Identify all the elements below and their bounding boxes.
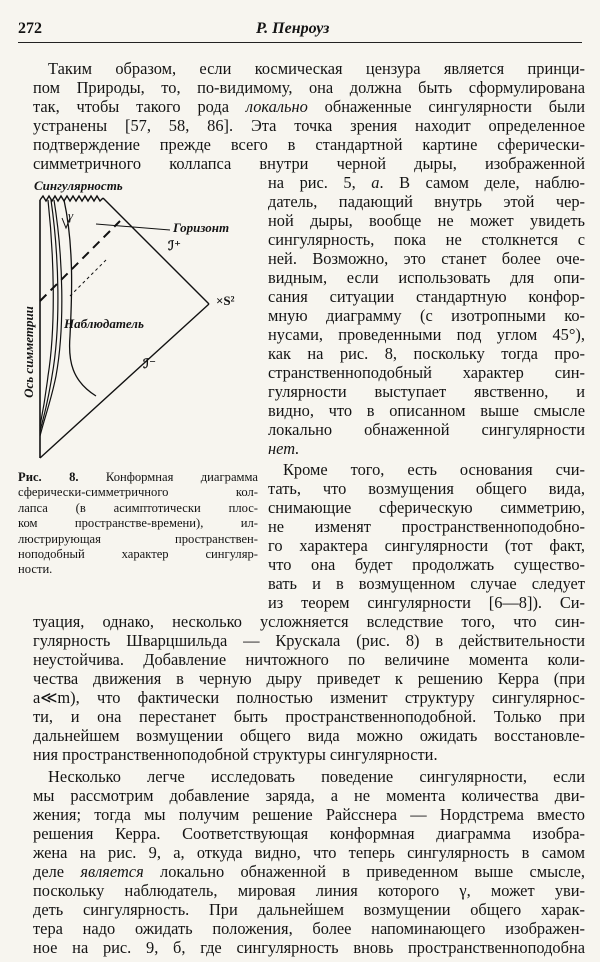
text-line: тера надо ожидать положения, более напоминающего изображен- [33, 919, 585, 938]
label-observer: Наблюдатель [64, 316, 144, 331]
horizon-pointer [96, 224, 170, 230]
text-line: a≪m), что фактически полностью изменит структуру сингулярнос- [33, 688, 585, 707]
text-line: датель, падающий внутрь этой чер- [268, 192, 585, 211]
text-line: не изменят пространственноподобно- [268, 517, 585, 536]
page-header [18, 20, 582, 43]
text-line: ное на рис. 9, б, где сингулярность вновь пространственноподобна [33, 938, 585, 957]
text-line: мы рассмотрим добавление заряда, а не момента количества дви- [33, 786, 585, 805]
text-line: нет. [268, 439, 300, 458]
text-line: туация, однако, несколько усложняется вследствие того, что син- [33, 612, 585, 631]
caption-line: сферически-симметричного кол- [18, 485, 258, 500]
text-line: вать и в возмущенном случае следует [268, 574, 585, 593]
label-s2: ×S² [216, 293, 235, 308]
caption-line: ноподобный характер сингуляр- [18, 547, 258, 562]
text-line: мную диаграмму (с изотропными ко- [268, 306, 585, 325]
text-line: как на рис. 8, поскольку тогда про- [268, 344, 585, 363]
text-line: что она будет продолжать существо- [268, 555, 585, 574]
text-line: дальнейшем возмущении общего вида можно ожидать восстановле- [33, 726, 585, 745]
scri-plus-line [103, 198, 209, 304]
text-line: решения Керра. Соответствующая конформная диаграмма изобра- [33, 824, 585, 843]
text-line: из теорем сингулярности [6—8]). Си- [268, 593, 585, 612]
text-line: поскольку наблюдатель, мировая линия которого γ, может уви- [33, 881, 585, 900]
text-line: нусами, проведенными под углом 45°), [268, 325, 585, 344]
figure-8 [18, 176, 268, 466]
label-horizon: Горизонт [173, 220, 230, 235]
text-line: видно, что в описанном выше смысле [268, 401, 585, 420]
text-line: так, чтобы такого рода локально обнаженные сингулярности были [33, 97, 585, 116]
label-singularity: Сингулярность [34, 178, 123, 193]
caption-line: ком пространстве-времени), ил- [18, 516, 258, 531]
text-line: устранены [57, 58, 86]. Эта точка зрения находит определенное [33, 116, 585, 135]
star-surface-curve [40, 200, 58, 431]
text-line: сания ситуации стандартную конфор- [268, 287, 585, 306]
text-line: Таким образом, если космическая цензура является принци- [48, 59, 585, 78]
text-line: ти, и она перестанет быть пространственноподобной. Только при [33, 707, 585, 726]
caption-line: Рис. 8. Конформная диаграмма [18, 470, 259, 484]
caption-line: лапса (в асимптотически плос- [18, 500, 258, 515]
text-line: неустойчива. Добавление ничтожного по величине момента коли- [33, 650, 585, 669]
text-line: гулярность Шварцшильда — Крускала (рис. 8) в действительности [33, 631, 585, 650]
singularity-zigzag [40, 196, 103, 201]
star-surface-curve [40, 200, 53, 426]
text-line: симметричного коллапса внутри черной дыры, изображенной [33, 154, 585, 173]
text-line: Кроме того, есть основания счи- [283, 460, 585, 479]
figure-caption [18, 470, 258, 578]
label-gamma: γ [68, 208, 74, 223]
caption-line: ности. [18, 562, 53, 577]
text-line: чества движения в черную дыру приведет к решению Керра (при [33, 669, 585, 688]
label-scri-minus: ℐ⁻ [143, 356, 156, 371]
text-line: жена на рис. 9, а, откуда видно, что теперь сингулярность в самом [33, 843, 585, 862]
running-head: Р. Пенроуз [256, 20, 330, 37]
text-line: жения; тогда мы получим решение Райсснера — Нордстрема вместо [33, 805, 585, 824]
text-line: тать, что возмущения общего вида, [268, 479, 585, 498]
text-line: ней. Возможно, это станет более оче- [268, 249, 585, 268]
label-axis: Ось симметрии [20, 306, 36, 398]
text-line: подтверждение прежде всего в стандартной картине сферически- [33, 135, 585, 154]
text-line: Несколько легче исследовать поведение сингулярности, если [48, 767, 585, 786]
caption-line: люстрирующая пространствен- [18, 531, 258, 546]
page-number: 272 [18, 20, 42, 37]
text-line: ной дыры, вообще не может увидеть [268, 211, 585, 230]
text-line: сингулярность, пока не столкнется с [268, 230, 585, 249]
text-line: ния пространственноподобной структуры сингулярности. [33, 745, 438, 764]
label-scri-plus: ℐ⁺ [168, 238, 181, 253]
text-line: странственноподобный характер син- [268, 363, 585, 382]
text-line: деть сингулярность. При дальнейшем возмущении общего харак- [33, 900, 585, 919]
text-line: гулярности выступает явственно, и [268, 382, 585, 401]
text-line: пом Природы, то, по-видимому, она должна быть сформулирована [33, 78, 585, 97]
text-line: деле является локально обнаженной в приведенном выше смысле, [33, 862, 585, 881]
text-line: локально обнаженной сингулярности [268, 420, 585, 439]
text-line: видным, если использовать для опи- [268, 268, 585, 287]
text-line: на рис. 5, а. В самом деле, наблю- [268, 173, 585, 192]
text-line: го характера сингулярности (тот факт, [268, 536, 585, 555]
observer-worldline [64, 200, 96, 396]
text-line: снимающие сферическую симметрию, [268, 498, 585, 517]
